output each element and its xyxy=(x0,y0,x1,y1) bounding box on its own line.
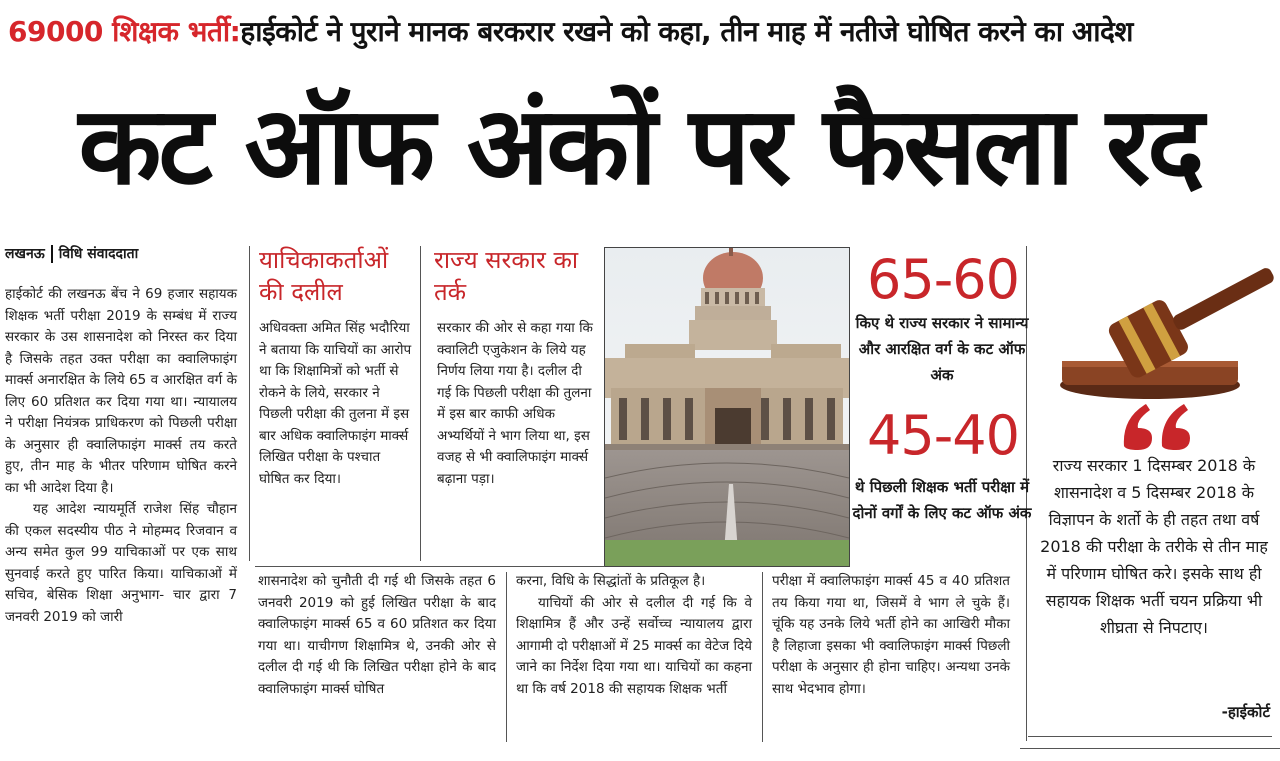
stat-text-1: किए थे राज्य सरकार ने सामान्य और आरक्षित वर्ग के कट ऑफ अंक xyxy=(855,314,1029,384)
byline xyxy=(5,244,240,263)
quote-text: राज्य सरकार 1 दिसम्बर 2018 के शासनादेश व 5 दिसम्बर 2018 के विज्ञापन के शर्तो के ही तहत तथा वर्ष 2018 की परीक्षा के तरीके से तीन माह में परिणाम घोषित करे। इसके साथ ही सहायक शिक्षक भर्ती चयन प्रक्रिया भी शीघ्रता से निपटाए। xyxy=(1040,456,1268,637)
bottom-column-2 xyxy=(516,571,752,700)
column-rule xyxy=(506,572,507,742)
bottom-column-3-text: परीक्षा में क्वालिफाइंग मार्क्स 45 व 40 प्रतिशत तय किया गया था, जिसमें वे भाग ले चुके हैं। चूंकि यह उनके लिये भर्ती होने का आखिरी मौका है लिहाजा इसका भी क्वालिफाइंग मार्क्स पिछली परीक्षा के अनुसार ही होना चाहिए। अन्यथा उनके साथ भेदभाव होगा। xyxy=(772,573,1010,697)
column-rule xyxy=(420,246,421,561)
bottom-column-2-text-b: याचियों की ओर से दलील दी गई कि वे शिक्षामित्र हैं और उन्हें सर्वोच्च न्यायालय द्वारा आगामी दो परीक्षाओं में 25 मार्क्स का वेटेज दिये जाने का निर्देश दिया गया था। याचियों का कहना था कि वर्ष 2018 की सहायक शिक्षक भर्ती xyxy=(516,594,752,697)
quote-rule xyxy=(1028,736,1272,737)
bottom-column-1-text: शासनादेश को चुनौती दी गई थी जिसके तहत 6 जनवरी 2019 को हुई लिखित परीक्षा के बाद क्वालिफाइंग मार्क्स 65 व 60 प्रतिशत कर दिया गया था। याचीगण शिक्षामित्र थे, उनकी ओर से दलील दी गई थी कि लिखित परीक्षा होने के बाद क्वालिफाइंग मार्क्स घोषित xyxy=(258,573,496,697)
quote-attribution: -हाईकोर्ट xyxy=(1221,703,1270,721)
bottom-column-2-text-a: करना, विधि के सिद्धांतों के प्रतिकूल है। xyxy=(516,573,706,589)
main-story-para-1: हाईकोर्ट की लखनऊ बेंच ने 69 हजार सहायक शिक्षक भर्ती परीक्षा 2019 के सम्बंध में राज्य सरकार के उस शासनादेश को निरस्त कर दिया है जिसके तहत उक्त परीक्षा का क्वालिफाइंग मार्क्स अनारक्षित के लिये 65 व आरक्षित वर्ग के लिए 60 प्रतिशत कर दिया गया था। न्यायालय ने परीक्षा नियंत्रक प्राधिकरण को पिछली परीक्षा के अनुसार ही क्वालिफाइंग मार्क्स तय करते हुए, तीन माह के भीतर परिणाम घोषित करने का भी आदेश दिया है। xyxy=(5,286,237,496)
main-story xyxy=(5,284,237,628)
column-rule xyxy=(249,246,250,561)
state-heading: राज्य सरकार का तर्क xyxy=(434,246,579,306)
byline-divider xyxy=(51,245,53,263)
high-court-building-image xyxy=(605,248,849,566)
gavel-icon xyxy=(1030,243,1280,403)
byline-place: लखनऊ xyxy=(5,246,45,262)
section-rule xyxy=(255,566,605,567)
headline: कट ऑफ अंकों पर फैसला रद xyxy=(78,84,1202,209)
stat-number-2: 45-40 xyxy=(867,404,1019,467)
column-rule xyxy=(762,572,763,742)
quote-icon xyxy=(1118,398,1198,454)
bottom-column-1 xyxy=(258,571,496,700)
kicker xyxy=(8,6,1276,58)
stat-number-1: 65-60 xyxy=(867,248,1019,311)
main-story-para-2: यह आदेश न्यायमूर्ति राजेश सिंह चौहान की एकल सदस्यीय पीठ ने मोहम्मद रिजवान व अन्य समेत कुल 99 याचिकाओं पर एक साथ सुनवाई करते हुए पारित किया। याचिकाओं में सचिव, बेसिक शिक्षा अनुभाग- चार द्वारा 7 जनवरी 2019 को जारी xyxy=(5,501,237,625)
petitioners-heading: याचिकाकर्ताओं की दलील xyxy=(259,246,389,306)
kicker-label: 69000 शिक्षक भर्ती: xyxy=(8,15,241,48)
bottom-column-3 xyxy=(772,571,1010,700)
byline-reporter: विधि संवाददाता xyxy=(58,246,139,262)
petitioners-text: अधिवक्ता अमित सिंह भदौरिया ने बताया कि याचियों का आरोप था कि शिक्षामित्रों को भर्ती से रोकने के लिये, सरकार ने पिछली परीक्षा की तुलना में इस बार अधिक क्वालिफाइंग मार्क्स लिखित परीक्षा के पश्चात घोषित कर दिया। xyxy=(259,320,412,487)
stat-text-2: थे पिछली शिक्षक भर्ती परीक्षा में दोनों वर्गों के लिए कट ऑफ अंक xyxy=(852,478,1032,522)
quote-mark-icon xyxy=(1118,398,1198,454)
gavel-image xyxy=(1030,243,1280,403)
state-text: सरकार की ओर से कहा गया कि क्वालिटी एजुकेशन के लिये यह निर्णय लिया गया है। दलील दी गई कि पिछली परीक्षा की तुलना में इस बार काफी अधिक अभ्यर्थियों ने भाग लिया था, इस वजह से भी क्वालिफाइंग मार्क्स बढ़ाना पड़ा। xyxy=(437,320,593,487)
high-court-photo xyxy=(604,247,850,567)
quote-rule xyxy=(1020,748,1280,749)
kicker-text: हाईकोर्ट ने पुराने मानक बरकरार रखने को कहा, तीन माह में नतीजे घोषित करने का आदेश xyxy=(240,15,1133,48)
